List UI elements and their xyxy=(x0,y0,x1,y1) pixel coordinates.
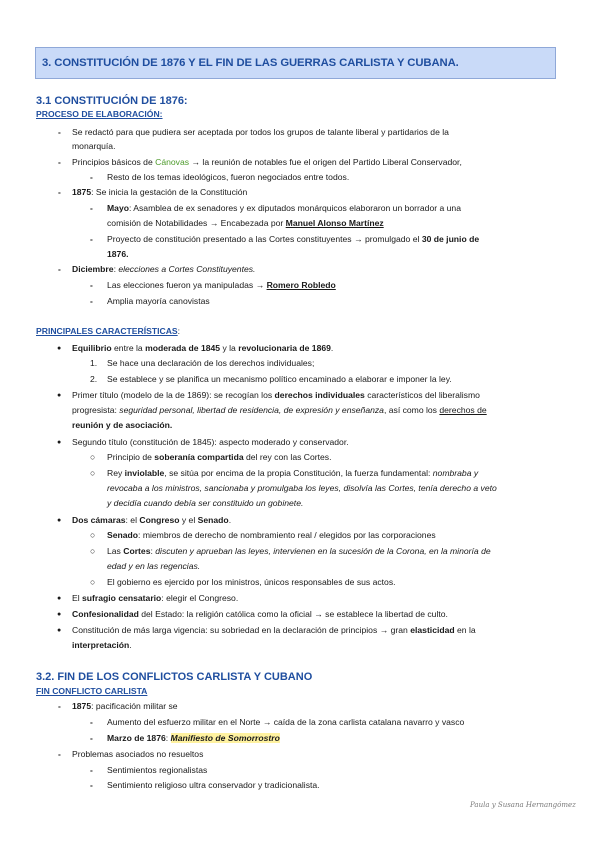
dash-marker: - xyxy=(58,127,61,137)
list-item: Equilibrio entre la moderada de 1845 y la revolucionaria de 1869. xyxy=(72,343,334,353)
list-item: Proyecto de constitución presentado a las Cortes constituyentes → promulgado el 30 de junio de xyxy=(107,234,480,244)
dash-marker: - xyxy=(90,172,93,182)
bullet-marker: ● xyxy=(57,345,62,352)
list-item: Aumento del esfuerzo militar en el Norte → caída de la zona carlista catalana navarro y vasco xyxy=(107,717,465,727)
list-item: Resto de los temas ideológicos, fueron negociados entre todos. xyxy=(107,172,350,182)
list-item: 1875: pacificación militar se xyxy=(72,701,178,711)
list-item-cont: reunión y de asociación. xyxy=(72,420,173,430)
heading-3-1: 3.1 CONSTITUCIÓN DE 1876: xyxy=(36,95,188,107)
dash-marker: - xyxy=(58,264,61,274)
list-item: Se hace una declaración de los derechos individuales; xyxy=(107,358,315,368)
circle-marker: ○ xyxy=(90,452,96,462)
list-item-cont: y decidía cuando debía ser constituido un gobinete. xyxy=(107,498,304,508)
list-item: Se redactó para que pudiera ser aceptada por todos los grupos de talante liberal y partidarios de la xyxy=(72,127,449,137)
bullet-marker: ● xyxy=(57,627,62,634)
list-item-cont: progresista: seguridad personal, libertad de residencia, de expresión y enseñanza, así como los derechos de xyxy=(72,405,487,415)
dash-marker: - xyxy=(90,296,93,306)
dash-marker: - xyxy=(90,203,93,213)
list-item-cont: interpretación. xyxy=(72,640,132,650)
list-item: Mayo: Asamblea de ex senadores y ex diputados monárquicos elaboraron un borrador a una xyxy=(107,203,461,213)
list-item-cont: edad y en las regencias. xyxy=(107,561,201,571)
bullet-marker: ● xyxy=(57,517,62,524)
list-item: Principios básicos de Cánovas → la reunión de notables fue el origen del Partido Liberal Conservador, xyxy=(72,157,462,167)
list-item-cont: monarquía. xyxy=(72,141,116,151)
list-item: Primer título (modelo de la de 1869): se recogían los derechos individuales característicos del liberalismo xyxy=(72,390,480,400)
dash-marker: - xyxy=(90,717,93,727)
dash-marker: - xyxy=(90,234,93,244)
bullet-marker: ● xyxy=(57,392,62,399)
list-item: 1875: Se inicia la gestación de la Constitución xyxy=(72,187,248,197)
section-title-box xyxy=(35,47,556,79)
list-item: Problemas asociados no resueltos xyxy=(72,749,204,759)
list-item: Senado: miembros de derecho de nombramiento real / elegidos por las corporaciones xyxy=(107,530,436,540)
list-item: El gobierno es ejercido por los ministros, únicos responsables de sus actos. xyxy=(107,577,396,587)
list-item: Principio de soberanía compartida del rey con las Cortes. xyxy=(107,452,332,462)
list-item: Segundo título (constitución de 1845): aspecto moderado y conservador. xyxy=(72,437,349,447)
list-item-cont: 1876. xyxy=(107,249,129,259)
list-item: Sentimientos regionalistas xyxy=(107,765,208,775)
list-item: Se establece y se planifica un mecanismo político encaminado a elaborar e imponer la ley. xyxy=(107,374,452,384)
dash-marker: - xyxy=(90,733,93,743)
dash-marker: - xyxy=(90,780,93,790)
circle-marker: ○ xyxy=(90,468,96,478)
list-item: Rey inviolable, se sitúa por encima de la propia Constitución, la fuerza fundamental: nombraba y xyxy=(107,468,479,478)
dash-marker: - xyxy=(58,187,61,197)
dash-marker: - xyxy=(90,280,93,290)
circle-marker: ○ xyxy=(90,530,96,540)
dash-marker: - xyxy=(58,157,61,167)
list-item: Amplia mayoría canovistas xyxy=(107,296,210,306)
footer-author: Paula y Susana Hernangómez xyxy=(470,801,576,809)
dash-marker: - xyxy=(58,701,61,711)
circle-marker: ○ xyxy=(90,546,96,556)
list-item: Diciembre: elecciones a Cortes Constituyentes. xyxy=(72,264,256,274)
list-item-cont: comisión de Notabilidades → Encabezada por Manuel Alonso Martínez xyxy=(107,218,384,228)
bullet-marker: ● xyxy=(57,439,62,446)
list-item: Sentimiento religioso ultra conservador y tradicionalista. xyxy=(107,780,320,790)
bullet-marker: ● xyxy=(57,595,62,602)
list-item: Marzo de 1876: Manifiesto de Somorrostro xyxy=(107,733,280,743)
number-marker: 2. xyxy=(90,374,98,384)
dash-marker: - xyxy=(90,765,93,775)
list-item-cont: revocaba a los ministros, sancionaba y promulgaba los leyes, disolvía las Cortes, tenía derecho a veto xyxy=(107,483,497,493)
heading-3-2: 3.2. FIN DE LOS CONFLICTOS CARLISTA Y CUBANO xyxy=(36,671,313,683)
subheading-principales: PRINCIPALES CARACTERÍSTICAS: xyxy=(36,326,181,336)
subheading-carlista: FIN CONFLICTO CARLISTA xyxy=(36,686,148,696)
dash-marker: - xyxy=(58,749,61,759)
list-item: Las elecciones fueron ya manipuladas → Romero Robledo xyxy=(107,280,336,290)
list-item: Confesionalidad del Estado: la religión católica como la oficial → se establece la libertad de culto. xyxy=(72,609,448,619)
list-item: Constitución de más larga vigencia: su sobriedad en la declaración de principios → gran elasticidad en la xyxy=(72,625,476,635)
subheading-proceso: PROCESO DE ELABORACIÓN: xyxy=(36,109,163,119)
bullet-marker: ● xyxy=(57,611,62,618)
list-item: Las Cortes: discuten y aprueban las leyes, intervienen en la sucesión de la Corona, en la minoría de xyxy=(107,546,491,556)
circle-marker: ○ xyxy=(90,577,96,587)
list-item: El sufragio censatario: elegir el Congreso. xyxy=(72,593,239,603)
section-title: 3. CONSTITUCIÓN DE 1876 Y EL FIN DE LAS GUERRAS CARLISTA Y CUBANA. xyxy=(42,57,459,69)
number-marker: 1. xyxy=(90,358,98,368)
list-item: Dos cámaras: el Congreso y el Senado. xyxy=(72,515,232,525)
